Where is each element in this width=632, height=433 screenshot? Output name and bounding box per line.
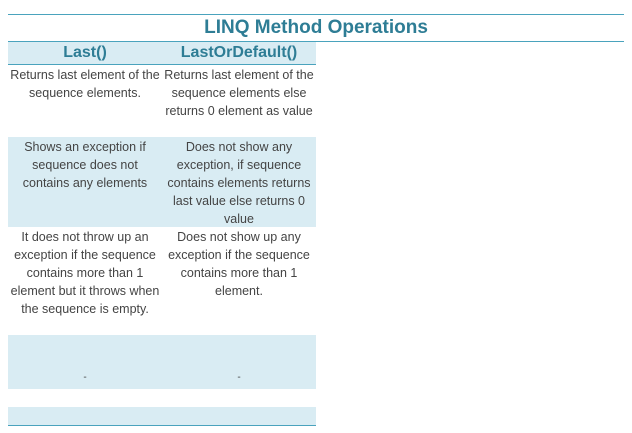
table-row <box>8 65 316 137</box>
table-row-empty <box>8 389 316 407</box>
table-row <box>8 335 316 389</box>
table-row <box>8 137 316 227</box>
table-cell: - <box>237 372 241 383</box>
table-header <box>8 42 316 65</box>
table-cell: Does not show up any exception if the sequence contains more than 1 element. <box>168 230 310 298</box>
table-cell: Returns last element of the sequence elements else returns 0 element as value <box>164 68 314 118</box>
table-cell: It does not throw up an exception if the sequence contains more than 1 element but it throws when the sequence is empty. <box>10 230 160 316</box>
column-header-last: Last() <box>63 44 107 61</box>
title-bar <box>8 14 624 42</box>
table-row <box>8 227 316 335</box>
column-header-lastordefault: LastOrDefault() <box>180 44 298 61</box>
table-cell: - <box>83 372 87 383</box>
table-cell: Returns last element of the sequence elements. <box>10 68 160 100</box>
page-title: LINQ Method Operations <box>204 17 428 38</box>
table-cell: Shows an exception if sequence does not contains any elements <box>22 140 148 190</box>
comparison-table <box>8 42 316 426</box>
table-cell: Does not show any exception, if sequence contains elements returns last value else returns 0 value <box>167 140 311 226</box>
table-row-empty <box>8 407 316 426</box>
